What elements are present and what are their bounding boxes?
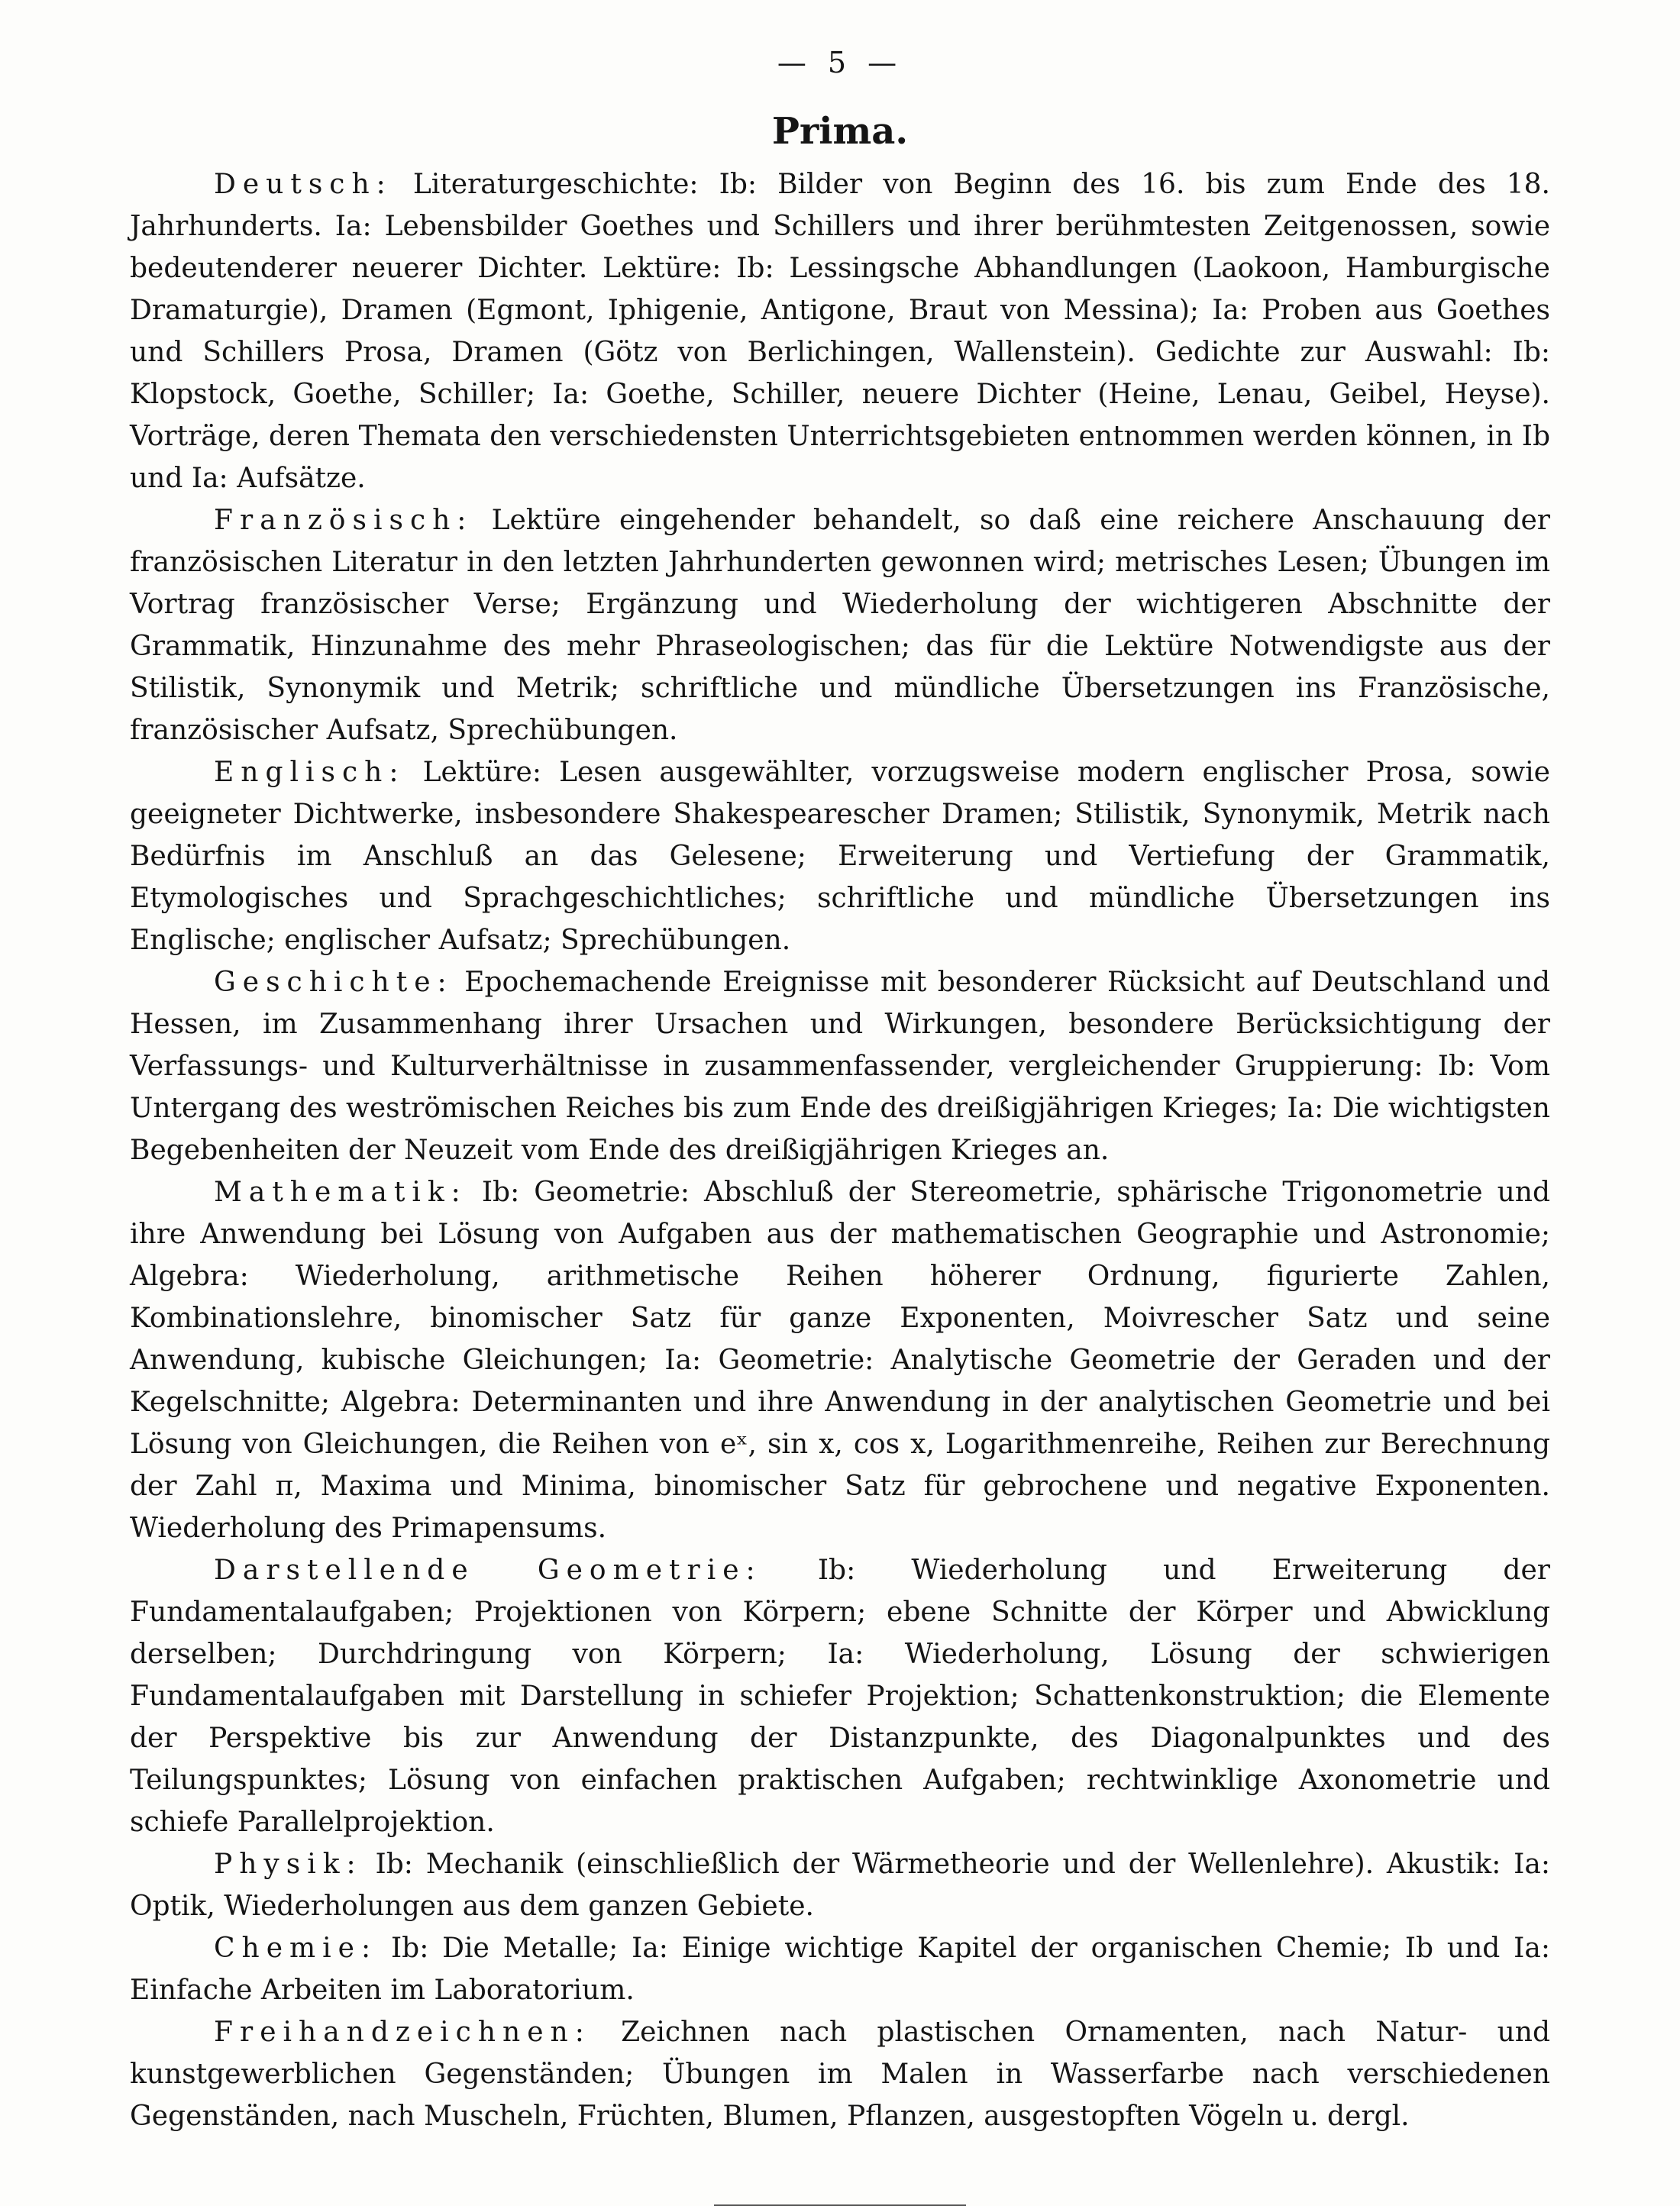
paragraph-text: Ib: Geometrie: Abschluß der Stereometrie, sphärische Trigonometrie und ihre Anwendung bei Lösung von Aufgaben aus der mathematischen Geographie und Astronomie; Algebra: Wiederholung, arithmetische Reihen höherer Ordnung, figurierte Zahlen, Kombinationslehre, binomischer Satz für ganze Exponenten, Moivrescher Satz und seine Anwendung, kubische Gleichungen; Ia: Geometrie: Analytische Geometrie der Geraden und der Kegelschnitte; Algebra: Determinanten und ihre Anwendung in der analytischen Geometrie und bei Lösung von Gleichungen, die Reihen von eˣ, sin x, cos x, Logarithmenreihe, Reihen zur Berechnung der Zahl π, Maxima und Minima, binomischer Satz für gebrochene und negative Exponenten. Wiederholung des Primapensums. — [130, 1177, 1550, 1544]
paragraph-deutsch — [130, 163, 1550, 499]
paragraph-text: Ib: Mechanik (einschließlich der Wärmetheorie und der Wellenlehre). Akustik: Ia: Optik, Wiederholungen aus dem ganzen Gebiete. — [130, 1849, 1550, 1922]
subject-heading: Deutsch: — [214, 169, 393, 200]
paragraph-text: Zeichnen nach plastischen Ornamenten, nach Natur- und kunstgewerblichen Gegenständen; Übungen im Malen in Wasserfarbe nach verschiedenen Gegenständen, nach Muscheln, Früchten, Blumen, Pflanzen, ausgestopften Vögeln u. dergl. — [130, 2017, 1550, 2132]
section-title: Prima. — [771, 110, 909, 153]
subject-heading: Freihandzeichnen: — [214, 2017, 591, 2048]
subject-heading: Französisch: — [214, 505, 473, 536]
page-number: — 5 — — [777, 46, 903, 79]
paragraph-franzoesisch — [130, 499, 1550, 751]
subject-heading: Geschichte: — [214, 967, 454, 998]
subject-heading: Chemie: — [214, 1933, 378, 1964]
paragraph-text: Literaturgeschichte: Ib: Bilder von Beginn des 16. bis zum Ende des 18. Jahrhunderts. Ia: Lebensbilder Goethes und Schillers und ihrer berühmtesten Zeitgenossen, sowie bedeutenderer neuerer Dichter. Lektüre: Ib: Lessingsche Abhandlungen (Laokoon, Hamburgische Dramaturgie), Dramen (Egmont, Iphigenie, Antigone, Braut von Messina); Ia: Proben aus Goethes und Schillers Prosa, Dramen (Götz von Berlichingen, Wallenstein). Gedichte zur Auswahl: Ib: Klopstock, Goethe, Schiller; Ia: Goethe, Schiller, neuere Dichter (Heine, Lenau, Geibel, Heyse). Vorträge, deren Themata den verschiedensten Unterrichtsgebieten entnommen werden können, in Ib und Ia: Aufsätze. — [130, 169, 1550, 494]
paragraph-freihandzeichnen — [130, 2011, 1550, 2137]
paragraph-list — [130, 163, 1550, 2137]
paragraph-text: Epochemachende Ereignisse mit besonderer Rücksicht auf Deutschland und Hessen, im Zusammenhang ihrer Ursachen und Wirkungen, besondere Berücksichtigung der Verfassungs- und Kulturverhältnisse in zusammenfassender, vergleichender Gruppierung: Ib: Vom Untergang des weströmischen Reiches bis zum Ende des dreißigjährigen Krieges; Ia: Die wichtigsten Begebenheiten der Neuzeit vom Ende des dreißigjährigen Krieges an. — [130, 967, 1550, 1166]
paragraph-text: Ib: Wiederholung und Erweiterung der Fundamentalaufgaben; Projektionen von Körpern; ebene Schnitte der Körper und Abwicklung derselben; Durchdringung von Körpern; Ia: Wiederholung, Lösung der schwierigen Fundamentalaufgaben mit Darstellung in schiefer Projektion; Schattenkonstruktion; die Elemente der Perspektive bis zur Anwendung der Distanzpunkte, des Diagonalpunktes und des Teilungspunktes; Lösung von einfachen praktischen Aufgaben; rechtwinklige Axonometrie und schiefe Parallelprojektion. — [130, 1555, 1550, 1838]
subject-heading: Englisch: — [214, 757, 405, 788]
subject-heading: Darstellende Geometrie: — [214, 1555, 762, 1586]
document-page — [130, 46, 1550, 2206]
paragraph-text: Lektüre eingehender behandelt, so daß eine reichere Anschauung der französischen Literatur in den letzten Jahrhunderten gewonnen wird; metrisches Lesen; Übungen im Vortrag französischer Verse; Ergänzung und Wiederholung der wichtigeren Abschnitte der Grammatik, Hinzunahme des mehr Phraseologischen; das für die Lektüre Notwendigste aus der Stilistik, Synonymik und Metrik; schriftliche und mündliche Übersetzungen ins Französische, französischer Aufsatz, Sprechübungen. — [130, 505, 1550, 746]
paragraph-mathematik — [130, 1171, 1550, 1549]
paragraph-englisch — [130, 751, 1550, 961]
paragraph-physik — [130, 1843, 1550, 1927]
paragraph-text: Lektüre: Lesen ausgewählter, vorzugsweise modern englischer Prosa, sowie geeigneter Dichtwerke, insbesondere Shakespearescher Dramen; Stilistik, Synonymik, Metrik nach Bedürfnis im Anschluß an das Gelesene; Erweiterung und Vertiefung der Grammatik, Etymologisches und Sprachgeschichtliches; schriftliche und mündliche Übersetzungen ins Englische; englischer Aufsatz; Sprechübungen. — [130, 757, 1550, 956]
paragraph-text: Ib: Die Metalle; Ia: Einige wichtige Kapitel der organischen Chemie; Ib und Ia: Einfache Arbeiten im Laboratorium. — [130, 1933, 1550, 2006]
subject-heading: Physik: — [214, 1849, 363, 1880]
subject-heading: Mathematik: — [214, 1177, 467, 1208]
paragraph-geschichte — [130, 961, 1550, 1171]
paragraph-darstellende-geometrie — [130, 1549, 1550, 1843]
paragraph-chemie — [130, 1927, 1550, 2011]
